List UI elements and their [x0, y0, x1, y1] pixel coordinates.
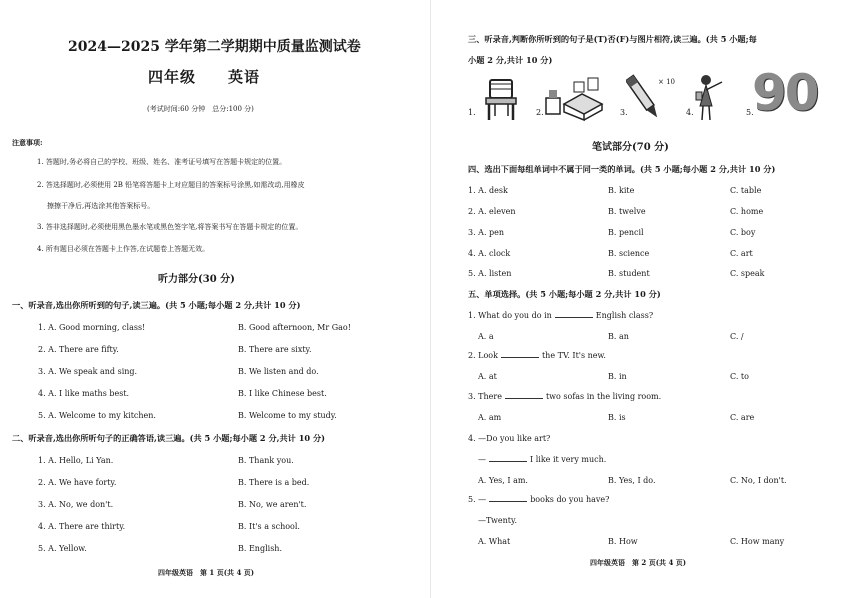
answer-blank — [505, 392, 543, 399]
s5-q5 — [468, 495, 609, 504]
pen-icon — [626, 72, 660, 124]
note-3: 3. 答非选择题时,必须使用黑色墨水笔或黑色签字笔,将答案书写在答题卡规定的位置。 — [37, 223, 303, 231]
bedroom-icon — [544, 74, 604, 122]
s5-q4-pre: — — [478, 455, 486, 464]
s4-q2-c: C. home — [730, 207, 764, 216]
note-2-cont: 擦擦干净后,再选涂其他答案标号。 — [47, 202, 155, 210]
s5-q3-b: B. is — [608, 413, 626, 422]
s5-q3-a: A. am — [478, 413, 502, 422]
written-heading: 笔试部分(70 分) — [592, 142, 669, 153]
note-1: 1. 答题时,务必将自己的学校、班级、姓名、准考证号填写在答题卡规定的位置。 — [37, 158, 287, 166]
s5-q4 — [478, 455, 606, 464]
s1-q1-a: 1. A. Good morning, class! — [38, 323, 146, 332]
s2-q5-b: B. English. — [238, 544, 282, 553]
s4-q4-b: B. science — [608, 249, 650, 258]
s5-q2-pre: 2. Look — [468, 351, 498, 360]
s5-q2-a: A. at — [478, 372, 497, 381]
number-90: 90 — [752, 64, 818, 122]
section-3-heading-cont: 小题 2 分,共计 10 分) — [468, 55, 553, 65]
exam-info: (考试时间:60 分钟 总分:100 分) — [147, 105, 254, 113]
page-1-footer: 四年级英语 第 1 页(共 4 页) — [158, 568, 255, 577]
s1-q1-b: B. Good afternoon, Mr Gao! — [238, 323, 351, 332]
s5-q3-post: two sofas in the living room. — [545, 392, 662, 401]
s5-q4-line1: 4. —Do you like art? — [468, 434, 551, 443]
s5-q4-c: C. No, I don't. — [730, 476, 787, 485]
s2-q1-b: B. Thank you. — [238, 456, 294, 465]
s5-q5-c: C. How many — [730, 537, 785, 546]
exam-title: 2024—2025 学年第二学期期中质量监测试卷 — [68, 39, 361, 55]
answer-blank — [555, 311, 593, 318]
s5-q5-pre: 5. — — [468, 495, 487, 504]
s2-q3-a: 3. A. No, we don't. — [38, 500, 114, 509]
answer-blank — [489, 455, 527, 462]
s5-q5-post: books do you have? — [530, 495, 610, 504]
listening-heading: 听力部分(30 分) — [158, 274, 235, 285]
pic-num-3: 3. — [620, 108, 628, 117]
s1-q4-b: B. I like Chinese best. — [238, 389, 327, 398]
section-5-heading: 五、单项选择。(共 5 小题;每小题 2 分,共计 10 分) — [468, 289, 661, 299]
section-3-heading: 三、听录音,判断你所听到的句子是(T)否(F)与图片相符,读三遍。(共 5 小题;每 — [468, 34, 757, 44]
s2-q2-a: 2. A. We have forty. — [38, 478, 117, 487]
s5-q4-a: A. Yes, I am. — [478, 476, 528, 485]
s5-q1-c: C. / — [730, 332, 744, 341]
s5-q1-pre: 1. What do you do in — [468, 311, 552, 320]
s5-q1 — [468, 311, 653, 320]
note-4: 4. 所有题目必须在答题卡上作答,在试题卷上答题无效。 — [37, 245, 210, 253]
pic-num-5: 5. — [746, 108, 754, 117]
pen-count-label: × 10 — [658, 78, 675, 86]
s1-q2-b: B. There are sixty. — [238, 345, 312, 354]
s5-q5-line2: —Twenty. — [478, 516, 517, 525]
s2-q4-b: B. It's a school. — [238, 522, 300, 531]
chair-icon — [482, 78, 522, 122]
s2-q1-a: 1. A. Hello, Li Yan. — [38, 456, 114, 465]
s4-q5-b: B. student — [608, 269, 650, 278]
s5-q4-post: I like it very much. — [530, 455, 607, 464]
s5-q5-a: A. What — [478, 537, 511, 546]
s4-q1-b: B. kite — [608, 186, 635, 195]
grade-label: 四年级 — [148, 68, 197, 86]
s2-q4-a: 4. A. There are thirty. — [38, 522, 126, 531]
s5-q2 — [468, 351, 606, 360]
s4-q1-a: 1. A. desk — [468, 186, 508, 195]
s4-q5-c: C. speak — [730, 269, 765, 278]
subject-label: 英语 — [228, 68, 261, 86]
page-2-footer: 四年级英语 第 2 页(共 4 页) — [590, 558, 687, 567]
s1-q3-b: B. We listen and do. — [238, 367, 319, 376]
note-2: 2. 答选择题时,必须使用 2B 铅笔将答题卡上对应题目的答案标号涂黑,如需改动,用橡皮 — [37, 181, 305, 189]
s1-q5-b: B. Welcome to my study. — [238, 411, 337, 420]
pic-num-1: 1. — [468, 108, 476, 117]
s4-q4-a: 4. A. clock — [468, 249, 511, 258]
teacher-icon — [692, 72, 726, 122]
section-2-heading: 二、听录音,选出你所听句子的正确答语,读三遍。(共 5 小题;每小题 2 分,共计 10 分) — [12, 433, 326, 443]
s2-q2-b: B. There is a bed. — [238, 478, 310, 487]
s4-q3-a: 3. A. pen — [468, 228, 505, 237]
s5-q3 — [468, 392, 661, 401]
s5-q2-c: C. to — [730, 372, 749, 381]
s5-q3-c: C. are — [730, 413, 755, 422]
answer-blank — [501, 351, 539, 358]
s5-q3-pre: 3. There — [468, 392, 502, 401]
pic-num-4: 4. — [686, 108, 694, 117]
s5-q1-b: B. an — [608, 332, 629, 341]
s2-q3-b: B. No, we aren't. — [238, 500, 307, 509]
s5-q1-post: English class? — [595, 311, 654, 320]
notes-heading: 注意事项: — [12, 138, 43, 147]
section-4-heading: 四、选出下面每组单词中不属于同一类的单词。(共 5 小题;每小题 2 分,共计 10 分) — [468, 164, 776, 174]
s4-q2-b: B. twelve — [608, 207, 646, 216]
s1-q2-a: 2. A. There are fifty. — [38, 345, 119, 354]
answer-blank — [489, 495, 527, 502]
s5-q1-a: A. a — [478, 332, 494, 341]
s2-q5-a: 5. A. Yellow. — [38, 544, 87, 553]
s1-q5-a: 5. A. Welcome to my kitchen. — [38, 411, 156, 420]
s4-q3-b: B. pencil — [608, 228, 644, 237]
s5-q2-b: B. in — [608, 372, 627, 381]
s1-q3-a: 3. A. We speak and sing. — [38, 367, 138, 376]
s4-q4-c: C. art — [730, 249, 753, 258]
s4-q1-c: C. table — [730, 186, 762, 195]
s4-q5-a: 5. A. listen — [468, 269, 512, 278]
page-2 — [430, 0, 860, 598]
section-1-heading: 一、听录音,选出你所听到的句子,读三遍。(共 5 小题;每小题 2 分,共计 10 分) — [12, 300, 301, 310]
s1-q4-a: 4. A. I like maths best. — [38, 389, 130, 398]
pic-num-2: 2. — [536, 108, 544, 117]
s4-q2-a: 2. A. eleven — [468, 207, 516, 216]
s5-q2-post: the TV. It's new. — [541, 351, 606, 360]
s5-q5-b: B. How — [608, 537, 638, 546]
s5-q4-b: B. Yes, I do. — [608, 476, 656, 485]
s4-q3-c: C. boy — [730, 228, 756, 237]
